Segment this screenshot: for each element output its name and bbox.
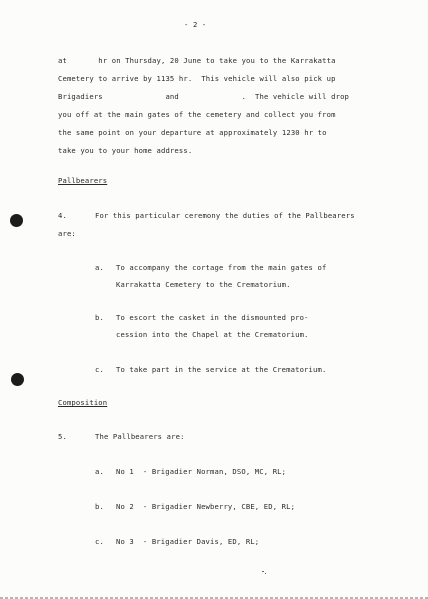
duty-a-line-1: To accompany the cortage from the main gates of bbox=[116, 263, 327, 272]
duty-b-line-2: cession into the Chapel at the Crematorium. bbox=[116, 330, 309, 339]
intro-line-5: the same point on your departure at approximately 1230 hr to bbox=[58, 128, 327, 137]
duty-b-line-1: To escort the casket in the dismounted pro- bbox=[116, 313, 309, 322]
duty-c-letter: c. bbox=[95, 365, 104, 374]
composition-heading: Composition bbox=[58, 398, 108, 407]
bearer-b-text: No 2 - Brigadier Newberry, CBE, ED, RL; bbox=[116, 502, 296, 511]
duty-b-letter: b. bbox=[95, 313, 104, 322]
duty-a-line-2: Karrakatta Cemetery to the Crematorium. bbox=[116, 280, 291, 289]
bearer-c-letter: c. bbox=[95, 537, 104, 546]
ink-speck bbox=[265, 573, 266, 574]
ink-speck bbox=[262, 571, 264, 572]
bearer-a-letter: a. bbox=[95, 467, 104, 476]
para5-number: 5. bbox=[58, 432, 67, 441]
pallbearers-heading: Pallbearers bbox=[58, 176, 108, 185]
para5-text: The Pallbearers are: bbox=[95, 432, 185, 441]
para4-line-2: are: bbox=[58, 229, 76, 238]
page-number: - 2 - bbox=[184, 20, 207, 29]
intro-line-2: Cemetery to arrive by 1135 hr. This vehicle will also pick up bbox=[58, 74, 336, 83]
bearer-a-text: No 1 - Brigadier Norman, DSO, MC, RL; bbox=[116, 467, 287, 476]
punch-hole-bottom bbox=[11, 373, 24, 386]
bearer-b-letter: b. bbox=[95, 502, 104, 511]
intro-line-6: take you to your home address. bbox=[58, 146, 193, 155]
duty-a-letter: a. bbox=[95, 263, 104, 272]
bearer-c-text: No 3 - Brigadier Davis, ED, RL; bbox=[116, 537, 260, 546]
duty-c-line-1: To take part in the service at the Crematorium. bbox=[116, 365, 327, 374]
para4-line-1: For this particular ceremony the duties of the Pallbearers bbox=[95, 211, 355, 220]
intro-line-3: Brigadiers and . The vehicle will drop bbox=[58, 92, 350, 101]
punch-hole-top bbox=[10, 214, 23, 227]
intro-line-1: at hr on Thursday, 20 June to take you to the Karrakatta bbox=[58, 56, 336, 65]
intro-line-4: you off at the main gates of the cemetery and collect you from bbox=[58, 110, 336, 119]
para4-number: 4. bbox=[58, 211, 67, 220]
